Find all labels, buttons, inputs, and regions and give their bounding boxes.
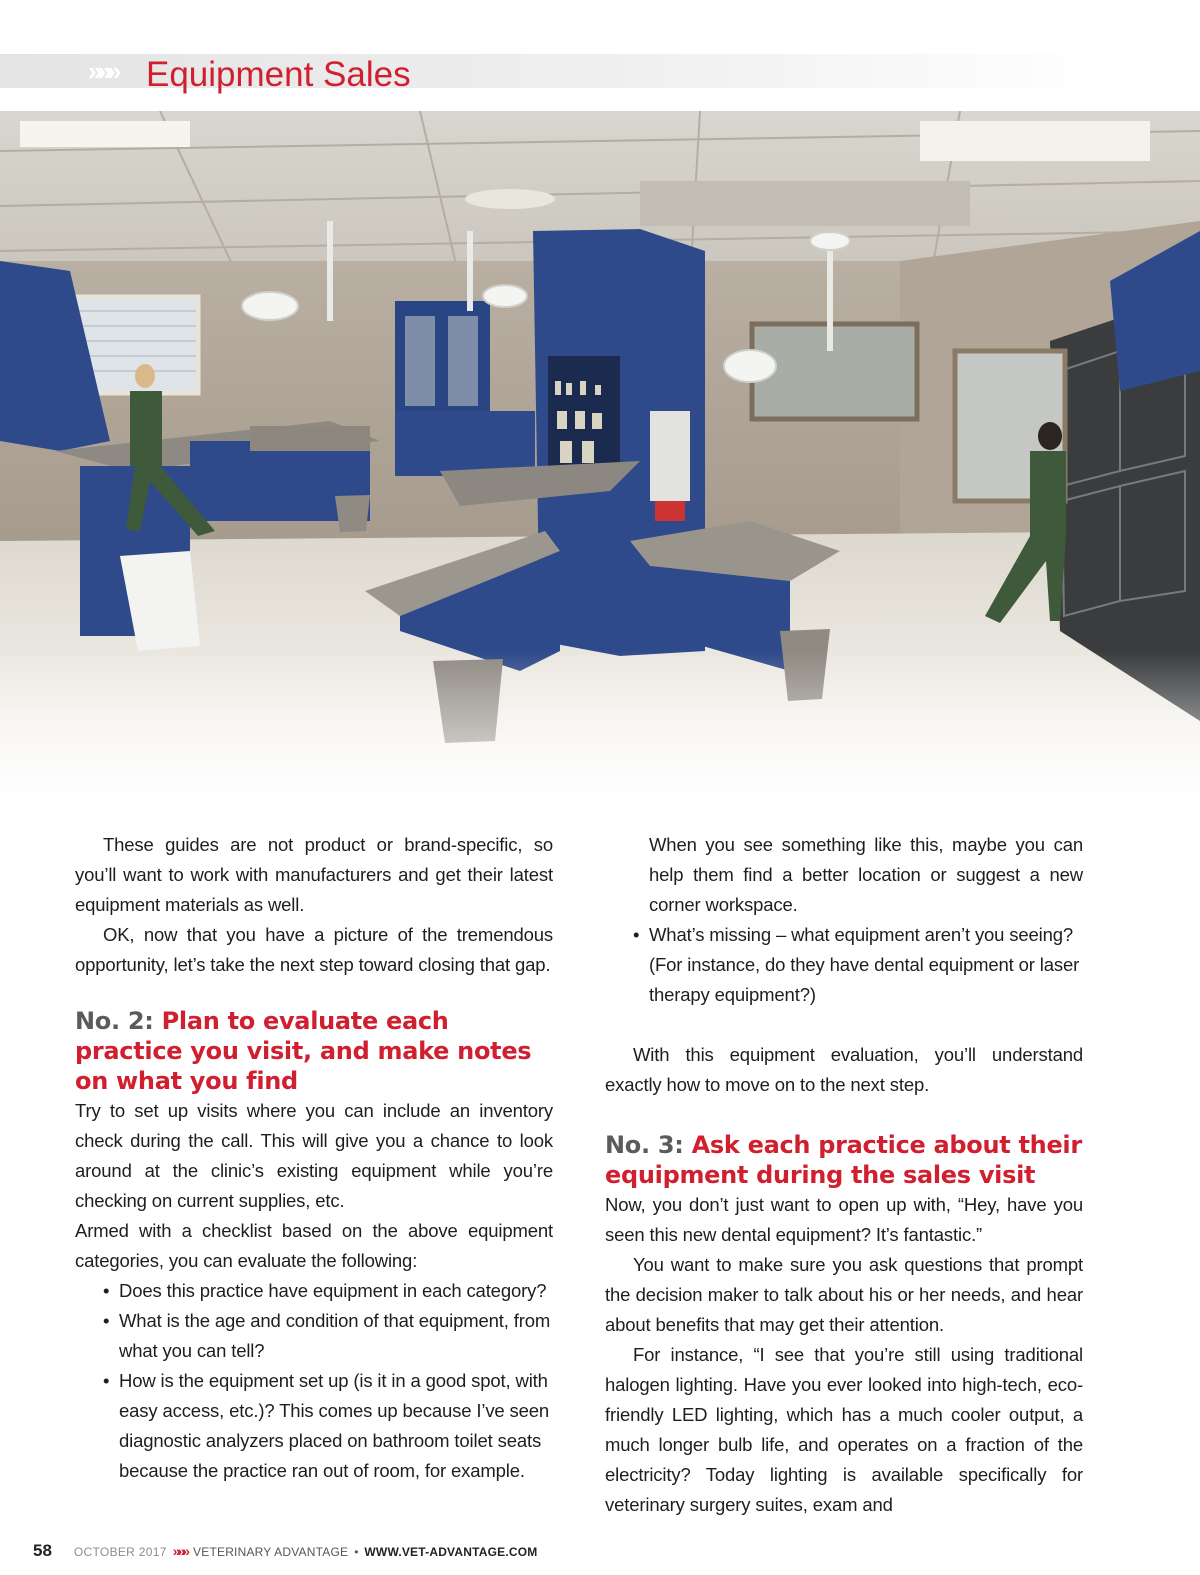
section-title: Equipment Sales [146,55,411,94]
bullet-list [75,1276,553,1486]
section-chevrons-icon: »»» [88,56,117,86]
subheading-no-3 [605,1130,1083,1190]
paragraph: OK, now that you have a picture of the tremendous opportunity, let’s take the next step toward closing that gap. [75,924,553,975]
paragraph: You want to make sure you ask questions that prompt the decision maker to talk about his or her needs, and hear about benefits that may get their attention. [605,1254,1083,1335]
footer-chevrons-icon: »»» [172,1543,188,1559]
left-column [75,830,553,1486]
subheading-no-2 [75,1006,553,1096]
list-item: • Does this practice have equipment in each category? [103,1276,553,1306]
subheading-number: No. 2: [75,1007,154,1035]
right-column [605,830,1083,1520]
paragraph: Try to set up visits where you can include an inventory check during the call. This will give you a chance to look around at the clinic’s existing equipment while you’re checking on current supplies, etc. [75,1100,553,1211]
subheading-title: Ask each practice about their equipment during the sales visit [605,1131,1082,1189]
paragraph: With this equipment evaluation, you’ll understand exactly how to move on to the next step. [605,1044,1083,1095]
list-item: • What’s missing – what equipment aren’t you seeing? (For instance, do they have dental equipment or laser therapy equipment?) [633,920,1083,1010]
magazine-name: VETERINARY ADVANTAGE [193,1545,349,1559]
subheading-title: Plan to evaluate each practice you visit, and make notes on what you find [75,1007,532,1095]
subheading-number: No. 3: [605,1131,684,1159]
list-item: • What is the age and condition of that equipment, from what you can tell? [103,1306,553,1366]
paragraph: These guides are not product or brand-specific, so you’ll want to work with manufacturers and get their latest equipment materials as well. [75,834,553,915]
page-number: 58 [33,1541,52,1560]
paragraph: Armed with a checklist based on the above equipment categories, you can evaluate the following: [75,1220,553,1271]
paragraph: Now, you don’t just want to open up with, “Hey, have you seen this new dental equipment? It’s fantastic.” [605,1194,1083,1245]
list-item-continuation: When you see something like this, maybe you can help them find a better location or suggest a new corner workspace. [649,834,1083,915]
paragraph: For instance, “I see that you’re still using traditional halogen lighting. Have you ever looked into high-tech, eco-friendly LED lighting, which has a much cooler output, a much longer bulb life, and operates on a fraction of the electricity? Today lighting is available specifically for veterinary surgery suites, exam and [605,1344,1083,1515]
bullet-list [605,920,1083,1010]
list-item: • How is the equipment set up (is it in a good spot, with easy access, etc.)? This comes up because I’ve seen diagnostic analyzers placed on bathroom toilet seats because the practice ran out of room, for example. [103,1366,553,1486]
page-footer [33,1541,537,1565]
separator-dot-icon: • [354,1545,359,1559]
website-link[interactable]: WWW.VET-ADVANTAGE.COM [364,1545,538,1559]
veterinary-treatment-room-photo [0,111,1200,831]
issue-date: OCTOBER 2017 [73,1545,167,1559]
